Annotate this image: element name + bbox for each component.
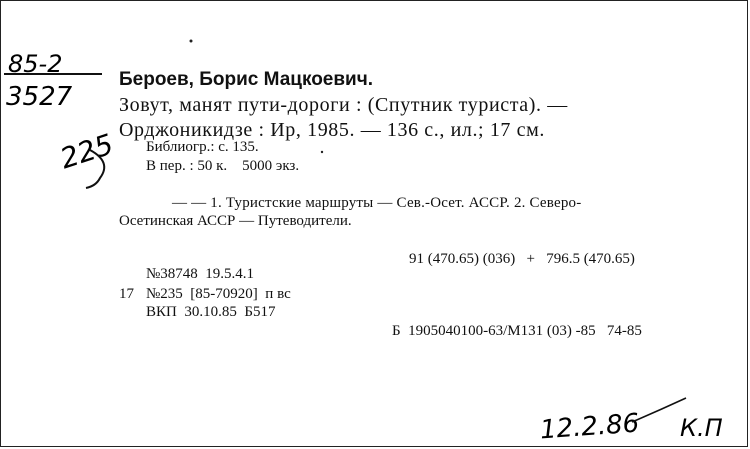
- classification-index: 91 (470.65) (036) + 796.5 (470.65): [409, 251, 635, 267]
- title-line-2: Орджоникидзе : Ир, 1985. — 136 с., ил.; 17 см.: [119, 119, 545, 141]
- shelf-mark-bottom: 3527: [6, 82, 73, 112]
- vkp-line: ВКП 30.10.85 Б517: [146, 304, 276, 320]
- price-edition: В пер. : 50 к. 5000 экз.: [146, 158, 300, 174]
- subjects-line-2: Осетинская АССР — Путеводители.: [119, 213, 352, 229]
- author-heading: Бероев, Борис Мацкоевич.: [119, 69, 374, 90]
- title-line-1: Зовут, манят пути-дороги : (Спутник туриста). —: [119, 94, 568, 116]
- bibliography-note: Библиогр.: с. 135.: [146, 139, 259, 155]
- shelf-mark-top: 85-2: [8, 50, 63, 78]
- order-prefix: 17: [119, 286, 134, 302]
- catalog-code: Б 1905040100-63/М131 (03) -85 74-85: [392, 323, 642, 339]
- subjects-line-1: — — 1. Туристские маршруты — Сев.-Осет. АССР. 2. Северо-: [172, 195, 582, 211]
- card-number: №38748 19.5.4.1: [146, 266, 255, 282]
- date-signature: 12.2.86: [539, 408, 641, 446]
- initials: К.П: [680, 414, 723, 442]
- order-number: №235 [85-70920] п вс: [146, 286, 291, 302]
- margin-number: 225: [56, 127, 118, 176]
